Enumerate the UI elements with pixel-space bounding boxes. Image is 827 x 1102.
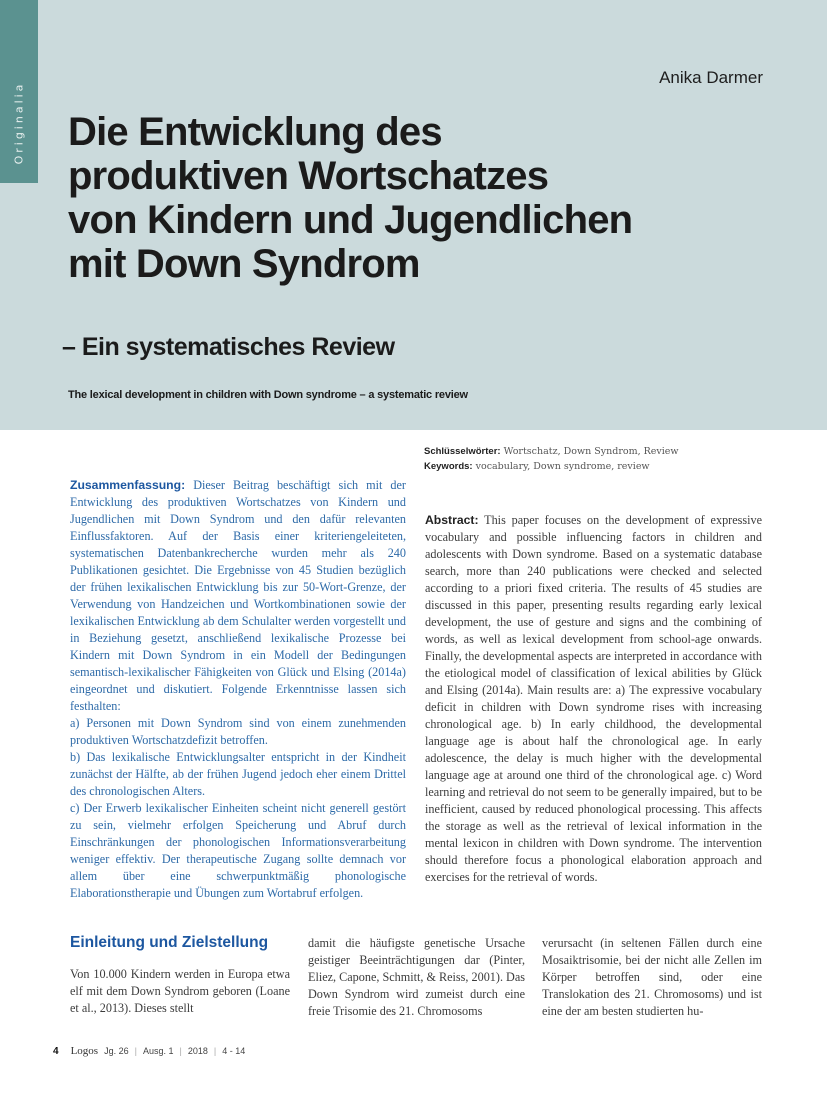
journal-name: Logos <box>70 1045 99 1057</box>
german-summary <box>70 477 406 902</box>
keywords-de <box>424 444 679 459</box>
keywords-en-value: vocabulary, Down syndrome, review <box>475 461 650 472</box>
english-title: The lexical development in children with Down syndrome – a systematic review <box>68 389 468 401</box>
title-line: Die Entwicklung des <box>68 110 442 154</box>
keywords-en <box>424 459 679 474</box>
journal-issue: Ausg. 1 <box>142 1046 174 1056</box>
english-abstract <box>425 512 762 886</box>
summary-point-b: b) Das lexikalische Entwicklungsalter entspricht in der Kindheit zunächst der Hälfte, ab der frühen Jugend jedoch eher einem Drittel des chronologischen Alters. <box>70 750 406 798</box>
section-tab-label: Originalia <box>12 81 26 165</box>
body-column-2 <box>308 935 525 1020</box>
article-title <box>68 110 632 286</box>
section-tab <box>0 0 38 183</box>
page-footer <box>53 1045 245 1057</box>
body-text: Von 10.000 Kindern werden in Europa etwa elf mit dem Down Syndrom geboren (Loane et al., 2013). Dieses stellt <box>70 967 290 1015</box>
author-name: Anika Darmer <box>659 68 763 87</box>
keywords-de-value: Wortschatz, Down Syndrom, Review <box>503 446 679 457</box>
keywords-de-label: Schlüsselwörter: <box>424 446 501 457</box>
title-line: mit Down Syndrom <box>68 242 420 286</box>
summary-intro <box>70 477 406 715</box>
footer-separator: | <box>134 1046 137 1056</box>
page-number: 4 <box>53 1046 59 1057</box>
body-text: damit die häufigste genetische Ursache geistiger Beeinträchtigungen dar (Pinter, Eliez, Capone, Schmitt, & Reiss, 2001). Das Down Syndrom wird zumeist durch eine freie Trisomie des 21. Chromosoms <box>308 936 525 1018</box>
journal-year: 2018 <box>187 1046 208 1056</box>
body-column-3 <box>542 935 762 1020</box>
title-line: von Kindern und Jugendlichen <box>68 198 633 242</box>
footer-separator: | <box>213 1046 217 1056</box>
section-heading: Einleitung und Zielstellung <box>70 934 269 951</box>
body-column-1 <box>70 966 290 1017</box>
body-text: verursacht (in seltenen Fällen durch eine Mosaiktrisomie, bei der nicht alle Zellen im Körper betroffen sind, oder eine Translokation des 21. Chromosoms) und ist eine der am besten studierten hu- <box>542 936 762 1018</box>
summary-point-c: c) Der Erwerb lexikalischer Einheiten scheint nicht generell gestört zu sein, vielmehr erfolgen Speicherung und Abruf durch Einschränkungen der phonologischen Informationsverarbeitung weniger effektiv. Der therapeutische Zugang sollte demnach vor allem über eine schwerpunktmäßig phonologische Elaborationstherapie und Übungen zum Wortabruf erfolgen. <box>70 801 406 900</box>
footer-separator: | <box>179 1046 182 1056</box>
title-line: produktiven Wortschatzes <box>68 154 549 198</box>
summary-intro-text: Dieser Beitrag beschäftigt sich mit der Entwicklung des produktiven Wortschatzes von Kindern und Jugendlichen mit Down Syndrom und den dafür relevanten Einflussfaktoren. Auf der Basis einer kriteriengeleiteten, systematischen Datenbankrecherche wurden mehr als 240 Publikationen gesichtet. Die Ergebnisse von 45 Studien bezüglich der frühen lexikalischen Entwicklung bis zur 50-Wort-Grenze, der Verwendung von Handzeichen und Wortkombinationen sowie der lexikalischen Entwicklung ab dem Schulalter werden vorgestellt und in Beziehung gesetzt, anschließend lexikalische Prozesse bei Kindern mit Down Syndrom in ein Modell der Bedingungen semantisch-lexikalischer Fähigkeiten von Glück und Elsing (2014a) eingeordnet und diskutiert. Folgende Erkenntnisse lassen sich festhalten: <box>70 478 406 713</box>
abstract-paragraph <box>425 512 762 886</box>
summary-label: Zusammenfassung: <box>70 478 186 492</box>
page-range: 4 - 14 <box>222 1046 246 1056</box>
summary-point-a: a) Personen mit Down Syndrom sind von einem zunehmenden produktiven Wortschatzdefizit betroffen. <box>70 716 406 747</box>
keywords-en-label: Keywords: <box>424 461 473 472</box>
abstract-text: This paper focuses on the development of expressive vocabulary and possible influencing factors in children and adolescents with Down syndrome. Based on a systematic database search, more than 240 publications were checked and selected according to a priori fixed criteria. The results of 45 studies are discussed in this paper, presenting results regarding early lexical development, the use of gesture and signs and the combining of words, as well as lexical development from school-age onwards. Finally, the developmental aspects are interpreted in accordance with the etiological model of classification of lexical abilities by Glück and Elsing (2014a). Main results are: a) The expressive vocabulary deficit in children with Down syndrome rises with increasing chronological age. b) In early childhood, the developmental language age is about half the chronological age. In early adolescence, the delay is much higher with the developmental language age at around one third of the chronological age. c) Word learning and retrieval do not seem to be generally impaired, but to be inefficient, caused by reduced phonological processing. This affects the storage as well as the retrieval of lexical information in the mental lexicon in children with Down syndrome. The intervention should therefore focus a phonological elaboration approach and exercises for the retrieval of words. <box>425 513 763 884</box>
keywords-block <box>424 444 679 474</box>
article-subtitle: – Ein systematisches Review <box>62 333 395 361</box>
abstract-label: Abstract: <box>425 513 479 527</box>
journal-volume: Jg. 26 <box>104 1046 129 1056</box>
